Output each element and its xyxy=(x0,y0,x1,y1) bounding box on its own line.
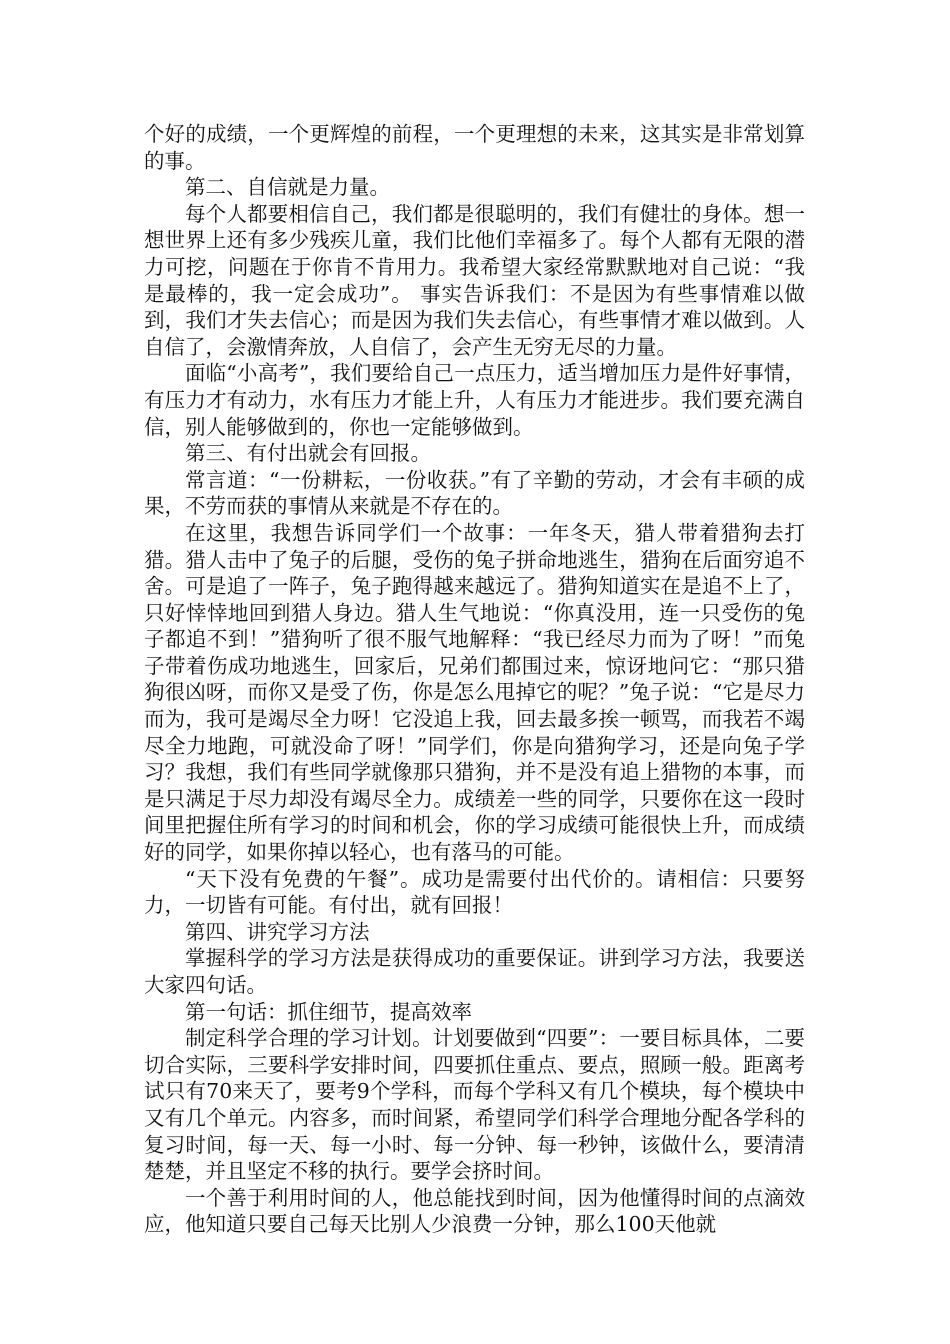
sub-heading: 第一句话：抓住细节，提高效率 xyxy=(185,999,472,1024)
section-heading: 第四、讲究学习方法 xyxy=(185,919,370,944)
section-heading: 第二、自信就是力量。 xyxy=(185,175,390,200)
document-body xyxy=(144,121,805,1238)
section-heading: 第三、有付出就会有回报。 xyxy=(185,441,431,466)
paragraph: 常言道：“一份耕耘，一份收获。”有了辛勤的劳动，才会有丰硕的成果，不劳而获的事情从来就是不存在的。 xyxy=(144,467,805,519)
paragraph: 掌握科学的学习方法是获得成功的重要保证。讲到学习方法，我要送大家四句话。 xyxy=(144,946,805,997)
paragraph: 制定科学合理的学习计划。计划要做到“四要”：一要目标具体，二要切合实际，三要科学安排时间，四要抓住重点、要点，照顾一般。距离考试只有70来天了，要考9个学科，而每个学科又有几个模块，每个模块中又有几个单元。内容多，而时间紧，希望同学们科学合理地分配各学科的复习时间，每一天、每一小时、每一分钟、每一秒钟，该做什么，要清清楚楚，并且坚定不移的执行。要学会挤时间。 xyxy=(144,1026,805,1184)
paragraph: 每个人都要相信自己，我们都是很聪明的，我们有健壮的身体。想一想世界上还有多少残疾儿童，我们比他们幸福多了。每个人都有无限的潜力可挖，问题在于你肯不肯用力。我希望大家经常默默地对自己说：“我是最棒的，我一定会成功”。 事实告诉我们：不是因为有些事情难以做到，我们才失去信心；而是因为我们失去信心，有些事情才难以做到。人自信了，会激情奔放，人自信了，会产生无穷无尽的力量。 xyxy=(144,201,805,359)
paragraph: 在这里，我想告诉同学们一个故事：一年冬天，猎人带着猎狗去打猎。猎人击中了兔子的后腿，受伤的兔子拼命地逃生，猎狗在后面穷追不舍。可是追了一阵子，兔子跑得越来越远了。猎狗知道实在是追不上了，只好悻悻地回到猎人身边。猎人生气地说：“你真没用，连一只受伤的兔子都追不到！”猎狗听了很不服气地解释：“我已经尽力而为了呀！”而兔子带着伤成功地逃生，回家后，兄弟们都围过来，惊讶地问它：“那只猎狗很凶呀，而你又是受了伤，你是怎么甩掉它的呢？”兔子说：“它是尽力而为，我可是竭尽全力呀！它没追上我，回去最多挨一顿骂，而我若不竭尽全力地跑，可就没命了呀！”同学们，你是向猎狗学习，还是向兔子学习？我想，我们有些同学就像那只猎狗，并不是没有追上猎物的本事，而是只满足于尽力却没有竭尽全力。成绩差一些的同学，只要你在这一段时间里把握住所有学习的时间和机会，你的学习成绩可能很快上升，而成绩好的同学，如果你掉以轻心，也有落马的可能。 xyxy=(144,520,805,865)
paragraph: “天下没有免费的午餐”。成功是需要付出代价的。请相信：只要努力，一切皆有可能。有付出，就有回报！ xyxy=(144,866,805,918)
paragraph: 个好的成绩，一个更辉煌的前程，一个更理想的未来，这其实是非常划算的事。 xyxy=(144,122,805,173)
paragraph: 一个善于利用时间的人，他总能找到时间，因为他懂得时间的点滴效应，他知道只要自己每天比别人少浪费一分钟，那么100天他就 xyxy=(144,1185,805,1237)
paragraph: 面临“小高考”，我们要给自己一点压力，适当增加压力是件好事情，有压力才有动力，水有压力才能上升，人有压力才能进步。我们要充满自信，别人能够做到的，你也一定能够做到。 xyxy=(144,361,805,439)
